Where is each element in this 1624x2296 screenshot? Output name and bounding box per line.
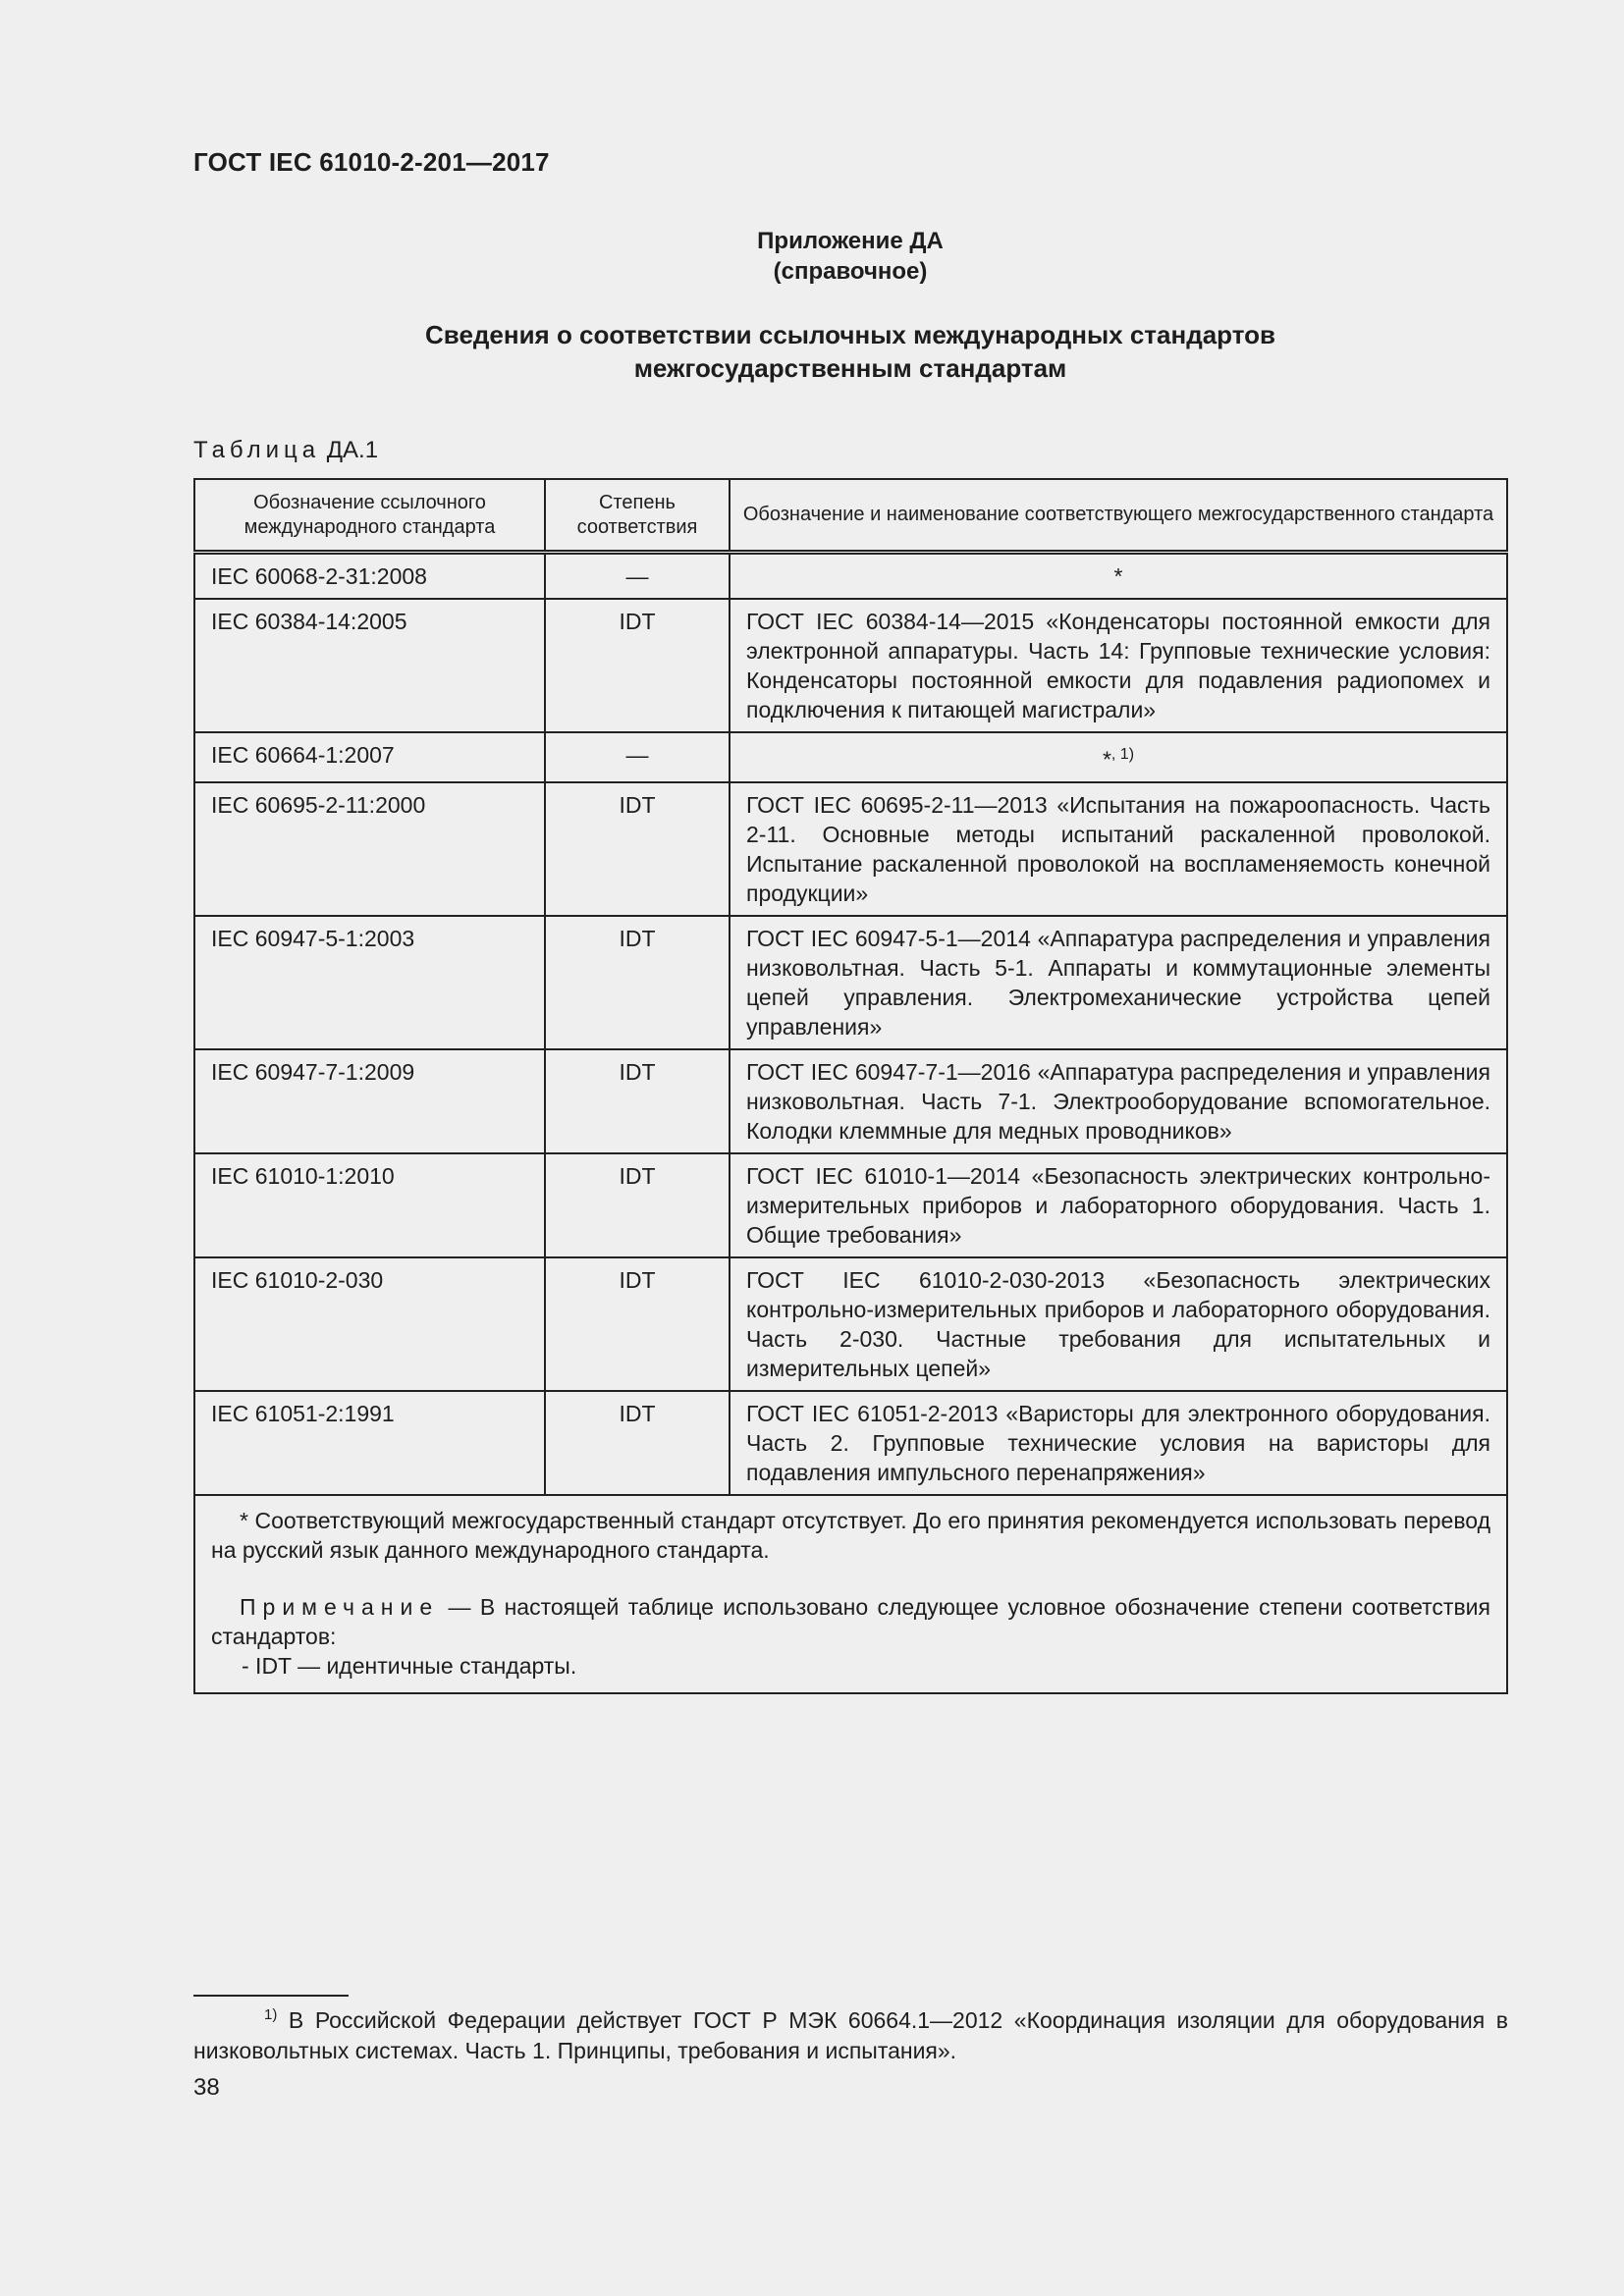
footnote: [193, 2000, 1508, 2066]
table-header-row: [194, 479, 1507, 553]
table-row: [194, 916, 1507, 1049]
reference-cell: IEC 60384-14:2005: [194, 599, 545, 732]
degree-cell: IDT: [545, 599, 730, 732]
national-cell: ГОСТ IEC 60384-14—2015 «Конденсаторы постоянной емкости для электронной аппаратуры. Часть 14: Групповые технические условия: Конденсаторы постоянной емкости для подавления радиопомех и подключения к питающей магистрали»: [730, 599, 1507, 732]
column-header-reference: Обозначение ссылочного международного стандарта: [194, 479, 545, 553]
table-row: [194, 1391, 1507, 1495]
footnote-divider: [193, 1995, 349, 1997]
degree-cell: IDT: [545, 782, 730, 916]
column-header-national: Обозначение и наименование соответствующего межгосударственного стандарта: [730, 479, 1507, 553]
table-row: [194, 553, 1507, 600]
table-note: [211, 1592, 1490, 1651]
table-row: [194, 599, 1507, 732]
footnote-marker: 1): [264, 2006, 278, 2023]
annex-subtitle: (справочное): [773, 258, 928, 285]
reference-cell: IEC 61010-2-030: [194, 1257, 545, 1391]
table-caption-number: ДА.1: [326, 437, 379, 463]
degree-cell: IDT: [545, 916, 730, 1049]
reference-cell: IEC 60695-2-11:2000: [194, 782, 545, 916]
national-cell: ГОСТ IEC 60947-7-1—2016 «Аппаратура распределения и управления низковольтная. Часть 7-1. Электрооборудование вспомогательное. Колодки клеммные для медных проводников»: [730, 1049, 1507, 1153]
degree-cell: IDT: [545, 1049, 730, 1153]
annex-heading-line1: Сведения о соответствии ссылочных международных стандартов: [425, 320, 1275, 349]
national-cell: ГОСТ IEC 61051-2-2013 «Варисторы для электронного оборудования. Часть 2. Групповые технические условия на варисторы для подавления импульсного перенапряжения»: [730, 1391, 1507, 1495]
page-number: 38: [193, 2074, 220, 2101]
reference-cell: IEC 60068-2-31:2008: [194, 553, 545, 600]
national-cell-star: *: [1102, 746, 1111, 773]
note-text: — В настоящей таблице использовано следующее условное обозначение степени соответствия стандартов:: [211, 1593, 1490, 1649]
annex-heading: [0, 318, 1624, 385]
national-cell: ГОСТ IEC 61010-1—2014 «Безопасность электрических контрольно-измерительных приборов и лабораторного оборудования. Часть 1. Общие требования»: [730, 1153, 1507, 1257]
degree-cell: —: [545, 553, 730, 600]
footnote-text: В Российской Федерации действует ГОСТ Р МЭК 60664.1—2012 «Координация изоляции для оборудования в низковольтных системах. Часть 1. Принципы, требования и испытания».: [193, 2007, 1508, 2063]
footnote-reference: , 1): [1110, 746, 1135, 763]
degree-cell: IDT: [545, 1391, 730, 1495]
table-caption-word: Таблица: [193, 437, 321, 463]
table-notes-row: [194, 1495, 1507, 1693]
national-cell: ГОСТ IEC 61010-2-030-2013 «Безопасность электрических контрольно-измерительных приборов и лабораторного оборудования. Часть 2-030. Частные требования для испытательных и измерительных цепей»: [730, 1257, 1507, 1391]
table-row: [194, 732, 1507, 782]
annex-heading-line2: межгосударственным стандартам: [633, 353, 1067, 383]
column-header-degree: Степень соответствия: [545, 479, 730, 553]
reference-cell: IEC 60947-5-1:2003: [194, 916, 545, 1049]
reference-cell: IEC 61051-2:1991: [194, 1391, 545, 1495]
national-cell: ГОСТ IEC 60947-5-1—2014 «Аппаратура распределения и управления низковольтная. Часть 5-1. Аппараты и коммутационные элементы цепей управления. Электромеханические устройства цепей управления»: [730, 916, 1507, 1049]
reference-cell: IEC 60947-7-1:2009: [194, 1049, 545, 1153]
note-list-item: - IDT — идентичные стандарты.: [242, 1652, 577, 1679]
table-row: [194, 782, 1507, 916]
table-row: [194, 1049, 1507, 1153]
table-row: [194, 1257, 1507, 1391]
reference-cell: IEC 61010-1:2010: [194, 1153, 545, 1257]
table-row: [194, 1153, 1507, 1257]
degree-cell: —: [545, 732, 730, 782]
degree-cell: IDT: [545, 1153, 730, 1257]
annex-title-block: [0, 226, 1624, 287]
degree-cell: IDT: [545, 1257, 730, 1391]
table-caption: [193, 437, 378, 464]
correspondence-table: [193, 478, 1508, 1694]
reference-cell: IEC 60664-1:2007: [194, 732, 545, 782]
national-cell: ГОСТ IEC 60695-2-11—2013 «Испытания на пожароопасность. Часть 2-11. Основные методы испытаний раскаленной проволокой. Испытание раскаленной проволокой на воспламеняемость конечной продукции»: [730, 782, 1507, 916]
annex-title: Приложение ДА: [757, 228, 944, 254]
national-cell: *: [730, 553, 1507, 600]
note-word: Примечание: [240, 1593, 440, 1620]
table-notes-cell: [194, 1495, 1507, 1693]
document-header: ГОСТ IEC 61010-2-201—2017: [193, 147, 550, 177]
national-cell: [730, 732, 1507, 782]
star-note: * Соответствующий межгосударственный стандарт отсутствует. До его принятия рекомендуется использовать перевод на русский язык данного международного стандарта.: [211, 1507, 1490, 1563]
